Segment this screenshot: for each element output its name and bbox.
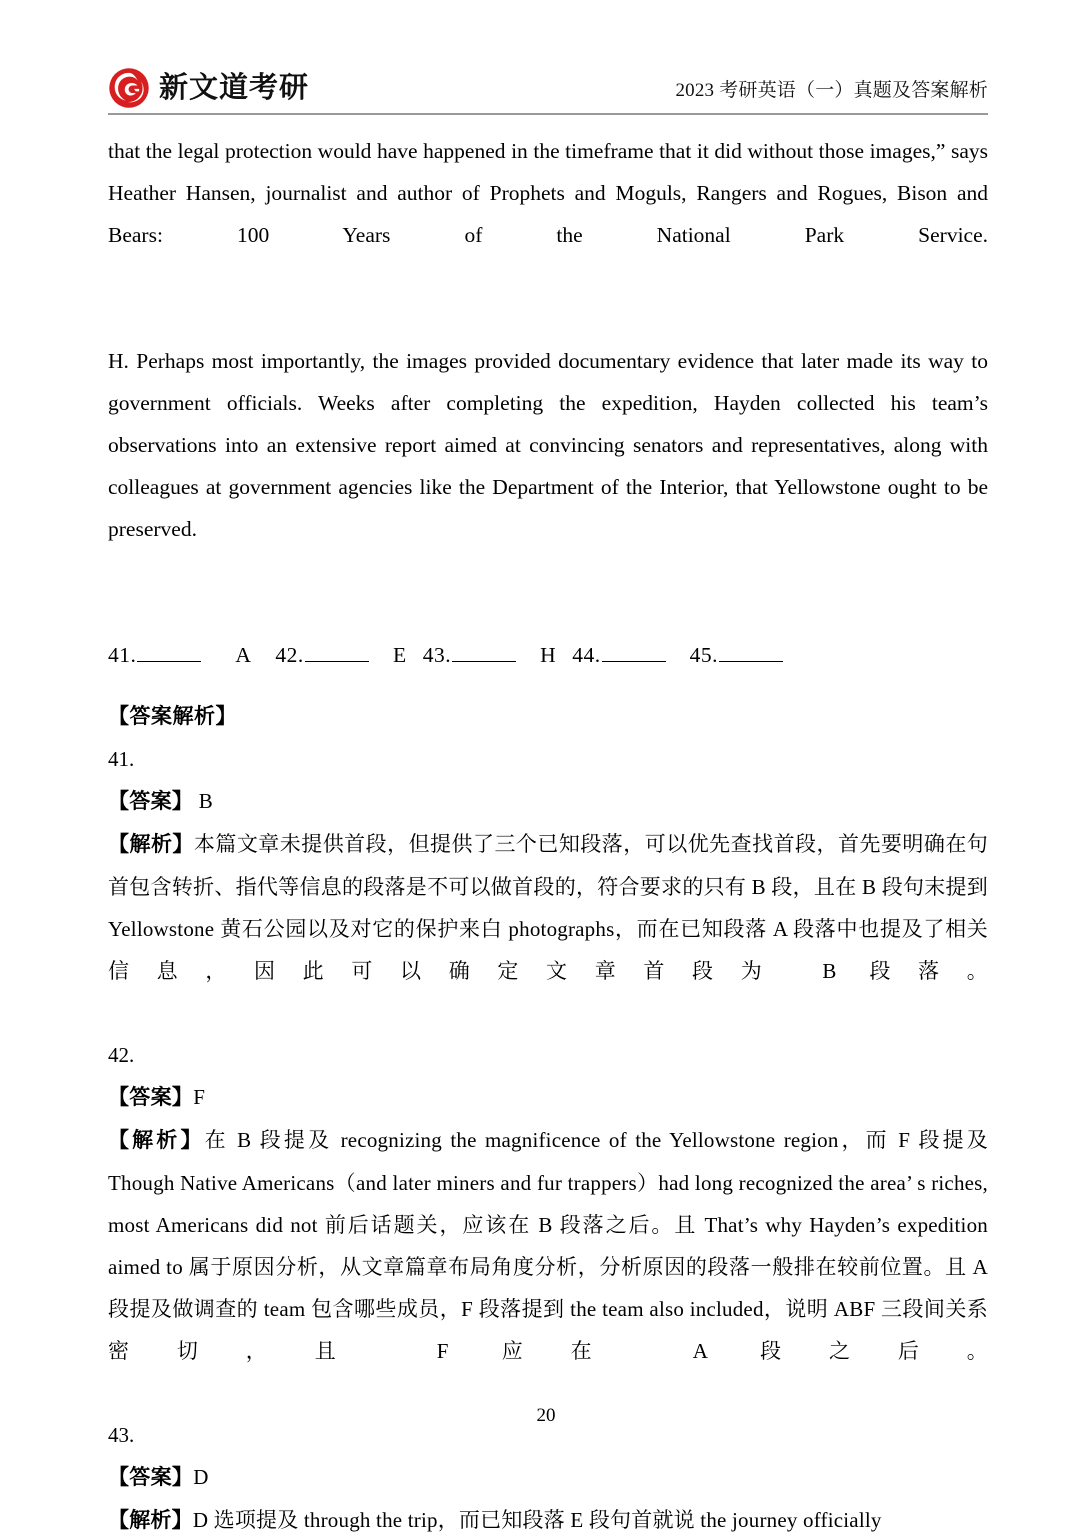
explain-text-42: 在 B 段提及 recognizing the magnificence of the Yellowstone region，而 F 段提及 Though Native Americans（and later miners and fur trappers）had long recognized the area’ s riches, most Americans did not 前后话题关，应该在 B 段落之后。且 That’s why Hayden’s expedition aimed to 属于原因分析，从文章篇章布局角度分析，分析原因的段落一般排在较前位置。且 A 段提及做调查的 team 包含哪些成员，F 段落提到 the team also included，说明 ABF 三段间关系密切，且 F 应在 A 段之后。 [108, 1128, 988, 1363]
paragraph-h: H. Perhaps most importantly, the images provided documentary evidence that later made its way to government officials. Weeks after completing the expedition, Hayden collected his team’s observations into an extensive report aimed at convincing senators and representatives, along with colleagues at government agencies like the Department of the Interior, that Yellowstone ought to be preserved. [108, 349, 988, 541]
explain-tag-42: 【解析】 [108, 1129, 205, 1152]
phoenix-circle-logo-icon [108, 67, 150, 109]
explain-tag-41: 【解析】 [108, 833, 194, 856]
answer-blank-41[interactable]: 41. [108, 643, 201, 667]
header-divider [108, 113, 988, 115]
paragraph-continued: that the legal protection would have happened in the timeframe that it did without those images,” says Heather Hansen, journalist and author of Prophets and Moguls, Rangers and Rogues, Bison and Bears: 100 Years of the National Park Service. [108, 139, 988, 247]
analysis-explanation-43 [108, 1499, 988, 1535]
brand-logo [108, 67, 309, 109]
blank-rule-44 [602, 644, 666, 662]
answer-line-spacer [108, 592, 988, 634]
answer-value-43: D [193, 1465, 209, 1489]
analysis-heading: 【答案解析】 [108, 705, 237, 728]
analysis-answer-43 [108, 1456, 988, 1499]
analysis-answer-41 [108, 780, 988, 823]
blank-rule-42 [305, 644, 369, 662]
blank-rule-41 [137, 644, 201, 662]
page-header [108, 62, 988, 114]
page-number: 20 [536, 1405, 556, 1426]
blank-rule-45 [719, 644, 783, 662]
known-letter-after-43: H [540, 643, 557, 667]
analysis-question-number-42: 42. [108, 1043, 135, 1067]
analysis-question-number-43: 43. [108, 1423, 135, 1447]
page-content [108, 130, 988, 1535]
answer-value-42: F [193, 1085, 206, 1109]
brand-name: 新文道考研 [159, 71, 310, 104]
answer-tag-43: 【答案】 [108, 1466, 194, 1489]
answer-blank-42[interactable]: 42. [275, 643, 368, 667]
analysis-explanation-42 [108, 1119, 988, 1414]
answer-blank-45[interactable]: 45. [690, 643, 783, 667]
answer-tag-42: 【答案】 [108, 1086, 194, 1109]
explain-text-41: 本篇文章未提供首段，但提供了三个已知段落，可以优先查找首段，首先要明确在句首包含转折、指代等信息的段落是不可以做首段的，符合要求的只有 B 段，且在 B 段句末提到 Yellowstone 黄石公园以及对它的保护来白 photographs，而在已知段落 A 段落中也提及了相关信息，因此可以确定文章首段为 B 段落。 [108, 832, 988, 983]
answer-blank-43[interactable]: 43. [423, 643, 516, 667]
header-title: 2023 考研英语（一）真题及答案解析 [675, 79, 988, 101]
answer-blank-44[interactable]: 44. [572, 643, 665, 667]
answer-tag-41: 【答案】 [108, 790, 194, 813]
analysis-spacer [108, 676, 988, 696]
explain-tag-43: 【解析】 [108, 1509, 193, 1532]
answer-value-41: B [198, 789, 214, 813]
paragraph-spacer [108, 298, 988, 340]
blank-rule-43 [452, 644, 516, 662]
known-letter-after-41: A [235, 643, 252, 667]
explain-text-43: D 选项提及 through the trip，而已知段落 E 段句首就说 the journey officially [192, 1508, 882, 1532]
analysis-explanation-41 [108, 823, 988, 1034]
analysis-answer-42 [108, 1076, 988, 1119]
answer-blank-line [108, 634, 988, 676]
analysis-question-number-41: 41. [108, 747, 135, 771]
known-letter-after-42: E [392, 643, 407, 667]
